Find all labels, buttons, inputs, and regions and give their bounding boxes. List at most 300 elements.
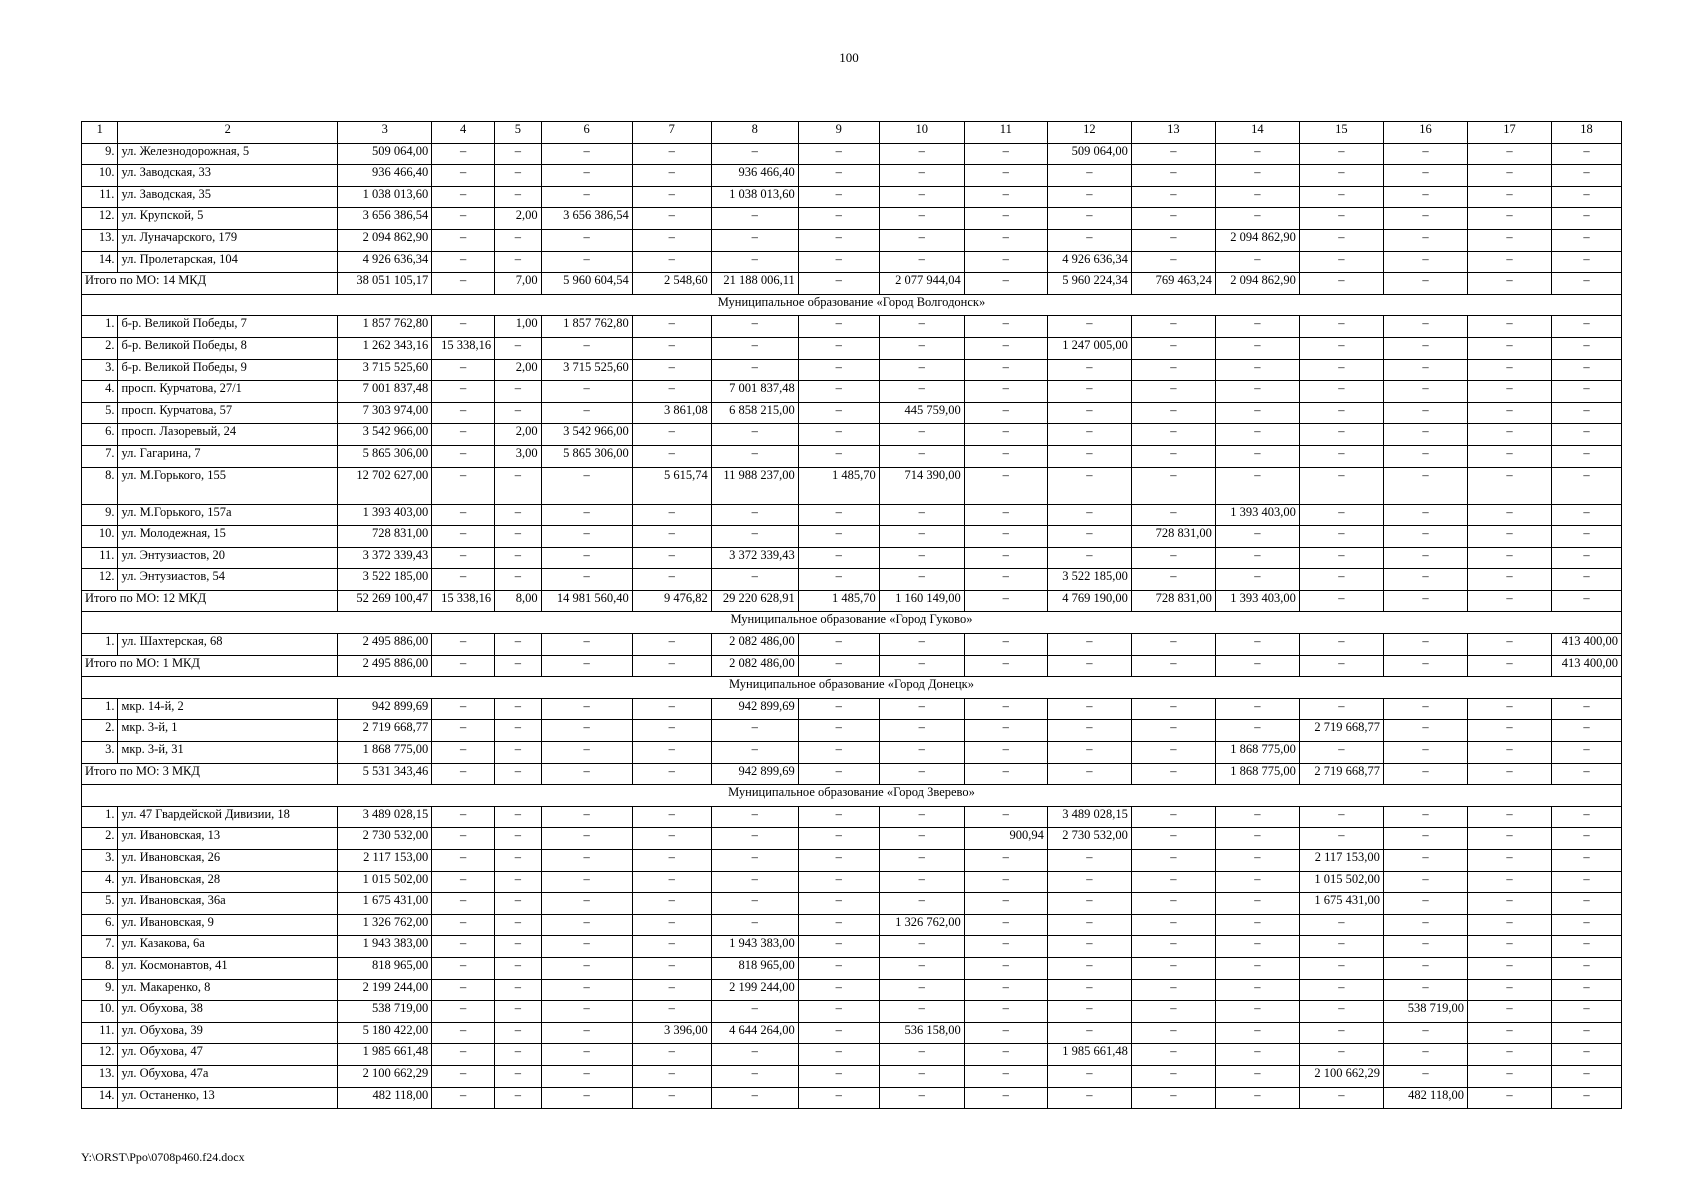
value-cell: – [798,569,879,591]
value-cell: – [1552,165,1622,187]
value-cell: 1 247 005,00 [1047,337,1131,359]
column-header: 12 [1047,122,1131,144]
address-cell: ул. М.Горького, 155 [118,467,338,504]
value-cell: – [541,1001,632,1023]
value-cell: – [495,893,542,915]
value-cell: 1 393 403,00 [338,504,432,526]
value-cell: – [1467,806,1551,828]
value-cell: 942 899,69 [711,698,798,720]
value-cell: – [711,720,798,742]
value-cell: 1 868 775,00 [1215,742,1299,764]
value-cell: – [798,143,879,165]
value-cell: – [798,504,879,526]
value-cell: 3 372 339,43 [338,547,432,569]
value-cell: – [1215,316,1299,338]
value-cell: – [632,957,711,979]
value-cell: 3 542 966,00 [541,424,632,446]
value-cell: – [798,828,879,850]
value-cell: – [879,893,964,915]
value-cell: – [541,806,632,828]
value-cell: – [432,569,495,591]
value-cell: 1 868 775,00 [338,742,432,764]
value-cell: – [964,763,1047,785]
value-cell: 1 485,70 [798,467,879,504]
column-header: 18 [1552,122,1622,144]
value-cell: – [711,893,798,915]
value-cell: 1 857 762,80 [338,316,432,338]
value-cell: 445 759,00 [879,402,964,424]
value-cell: – [1131,698,1215,720]
row-number: 4. [82,381,118,403]
value-cell: – [1131,208,1215,230]
value-cell: – [1131,445,1215,467]
table-row [82,698,1622,720]
value-cell: 728 831,00 [338,526,432,548]
value-cell: – [1467,655,1551,677]
address-cell: ул. Ивановская, 28 [118,871,338,893]
value-cell: – [432,381,495,403]
table-row [82,208,1622,230]
value-cell: – [1552,381,1622,403]
address-cell: ул. Ивановская, 9 [118,914,338,936]
value-cell: 38 051 105,17 [338,273,432,295]
value-cell: – [1215,165,1299,187]
value-cell: – [632,850,711,872]
value-cell: – [879,655,964,677]
value-cell: – [1215,1044,1299,1066]
value-cell: – [495,1022,542,1044]
value-cell: 2,00 [495,424,542,446]
value-cell: – [1047,445,1131,467]
value-cell: – [1047,186,1131,208]
value-cell: – [879,381,964,403]
value-cell: – [798,251,879,273]
row-number: 14. [82,251,118,273]
value-cell: – [432,914,495,936]
value-cell: – [495,1044,542,1066]
value-cell: – [1215,698,1299,720]
value-cell: – [798,1001,879,1023]
row-number: 5. [82,402,118,424]
value-cell: – [1467,893,1551,915]
table-row [82,1044,1622,1066]
value-cell: – [1383,359,1467,381]
value-cell: 5 960 224,34 [1047,273,1131,295]
value-cell: – [541,698,632,720]
address-cell: б-р. Великой Победы, 7 [118,316,338,338]
value-cell: 3 489 028,15 [338,806,432,828]
value-cell: – [632,445,711,467]
value-cell: – [1467,850,1551,872]
value-cell: – [495,402,542,424]
value-cell: – [1552,424,1622,446]
value-cell: – [1552,763,1622,785]
value-cell: – [1467,1001,1551,1023]
value-cell: – [1552,402,1622,424]
value-cell: 1 985 661,48 [1047,1044,1131,1066]
value-cell: – [1467,381,1551,403]
value-cell: – [1467,229,1551,251]
value-cell: – [495,763,542,785]
value-cell: – [632,337,711,359]
value-cell: – [798,424,879,446]
address-cell: просп. Курчатова, 57 [118,402,338,424]
value-cell: – [1552,720,1622,742]
value-cell: 1 485,70 [798,590,879,612]
value-cell: – [711,742,798,764]
value-cell: – [1299,337,1383,359]
value-cell: – [1383,1065,1467,1087]
column-header: 8 [711,122,798,144]
value-cell: – [1383,251,1467,273]
value-cell: – [541,742,632,764]
table-row [82,547,1622,569]
address-cell: б-р. Великой Победы, 8 [118,337,338,359]
value-cell: – [495,979,542,1001]
value-cell: – [879,742,964,764]
value-cell: – [632,359,711,381]
value-cell: – [1131,316,1215,338]
total-row [82,273,1622,295]
value-cell: – [432,634,495,656]
value-cell: – [1467,424,1551,446]
value-cell: – [711,1065,798,1087]
table-row [82,720,1622,742]
value-cell: – [495,871,542,893]
value-cell: 7 303 974,00 [338,402,432,424]
value-cell: – [964,957,1047,979]
value-cell: – [1131,1087,1215,1109]
value-cell: – [495,936,542,958]
address-cell: ул. Космонавтов, 41 [118,957,338,979]
value-cell: – [964,655,1047,677]
value-cell: – [1131,720,1215,742]
value-cell: – [1467,445,1551,467]
value-cell: – [632,381,711,403]
value-cell: – [1047,504,1131,526]
value-cell: – [1131,467,1215,504]
value-cell: – [1047,547,1131,569]
value-cell: – [1552,208,1622,230]
value-cell: – [1131,1022,1215,1044]
value-cell: – [495,186,542,208]
row-number: 8. [82,467,118,504]
table-row [82,871,1622,893]
value-cell: – [541,1022,632,1044]
value-cell: – [1299,979,1383,1001]
value-cell: 1 943 383,00 [338,936,432,958]
value-cell: – [432,165,495,187]
value-cell: – [432,655,495,677]
address-cell: ул. Энтузиастов, 20 [118,547,338,569]
value-cell: – [1299,208,1383,230]
value-cell: – [1131,402,1215,424]
value-cell: – [964,316,1047,338]
value-cell: – [1467,316,1551,338]
value-cell: 2 730 532,00 [1047,828,1131,850]
value-cell: – [1299,1001,1383,1023]
value-cell: – [964,698,1047,720]
value-cell: 2 548,60 [632,273,711,295]
value-cell: – [632,143,711,165]
value-cell: – [541,957,632,979]
value-cell: 9 476,82 [632,590,711,612]
value-cell: – [1299,273,1383,295]
page-number: 100 [839,50,859,65]
value-cell: – [964,1065,1047,1087]
table-row [82,337,1622,359]
value-cell: – [432,871,495,893]
value-cell: – [798,381,879,403]
value-cell: – [1215,381,1299,403]
value-cell: – [541,914,632,936]
value-cell: – [879,1065,964,1087]
value-cell: 2 199 244,00 [711,979,798,1001]
value-cell: – [495,957,542,979]
value-cell: – [1383,850,1467,872]
value-cell: – [879,957,964,979]
value-cell: – [1131,337,1215,359]
value-cell: – [1299,1087,1383,1109]
value-cell: – [1215,806,1299,828]
column-header: 3 [338,122,432,144]
value-cell: – [1467,208,1551,230]
value-cell: 818 965,00 [338,957,432,979]
value-cell: – [1131,1065,1215,1087]
value-cell: – [1047,634,1131,656]
value-cell: – [1047,720,1131,742]
value-cell: 5 531 343,46 [338,763,432,785]
value-cell: – [879,871,964,893]
value-cell: – [1467,569,1551,591]
value-cell: – [798,547,879,569]
value-cell: – [541,1087,632,1109]
section-title: Муниципальное образование «Город Волгодонск» [82,294,1622,316]
row-number: 11. [82,547,118,569]
value-cell: – [1299,504,1383,526]
value-cell: – [1215,871,1299,893]
value-cell: – [879,165,964,187]
value-cell: – [432,806,495,828]
value-cell: – [879,828,964,850]
value-cell: – [1383,208,1467,230]
value-cell: – [1299,569,1383,591]
value-cell: 936 466,40 [711,165,798,187]
value-cell: – [1552,143,1622,165]
value-cell: – [541,763,632,785]
table-header-row [82,122,1622,144]
footer-file-path: Y:\ORST\Ppo\0708p460.f24.docx [81,1150,245,1164]
value-cell: – [1047,1087,1131,1109]
value-cell: – [1047,1001,1131,1023]
value-cell: – [1299,1044,1383,1066]
value-cell: – [1131,547,1215,569]
value-cell: 1 326 762,00 [338,914,432,936]
table-row [82,936,1622,958]
value-cell: – [1299,957,1383,979]
value-cell: – [798,186,879,208]
value-cell: – [711,445,798,467]
value-cell: 1 393 403,00 [1215,504,1299,526]
table-row [82,1065,1622,1087]
value-cell: – [1215,1022,1299,1044]
value-cell: – [1047,316,1131,338]
value-cell: 2 495 886,00 [338,655,432,677]
value-cell: – [1047,850,1131,872]
value-cell: – [964,165,1047,187]
value-cell: – [1467,251,1551,273]
row-number: 1. [82,806,118,828]
value-cell: 4 926 636,34 [1047,251,1131,273]
value-cell: – [1383,590,1467,612]
value-cell: – [1131,1044,1215,1066]
value-cell: – [1467,1044,1551,1066]
value-cell: – [1552,914,1622,936]
value-cell: 2 117 153,00 [1299,850,1383,872]
table-row [82,806,1622,828]
value-cell: – [1467,165,1551,187]
value-cell: – [1383,957,1467,979]
total-row [82,655,1622,677]
value-cell: – [879,143,964,165]
value-cell: – [964,936,1047,958]
value-cell: – [1047,957,1131,979]
value-cell: – [432,229,495,251]
value-cell: – [964,208,1047,230]
value-cell: – [432,251,495,273]
value-cell: – [1552,850,1622,872]
value-cell: – [711,806,798,828]
value-cell: – [1047,381,1131,403]
row-number: 6. [82,424,118,446]
table-row [82,914,1622,936]
value-cell: 6 858 215,00 [711,402,798,424]
value-cell: – [964,979,1047,1001]
address-cell: ул. Заводская, 33 [118,165,338,187]
value-cell: – [495,569,542,591]
table-row [82,850,1622,872]
value-cell: – [798,316,879,338]
table-row [82,979,1622,1001]
value-cell: – [1299,165,1383,187]
value-cell: 3 656 386,54 [338,208,432,230]
value-cell: 2 094 862,90 [338,229,432,251]
value-cell: – [879,424,964,446]
total-row [82,590,1622,612]
value-cell: – [632,186,711,208]
value-cell: 3 489 028,15 [1047,806,1131,828]
value-cell: – [1047,229,1131,251]
value-cell: – [798,806,879,828]
value-cell: – [798,850,879,872]
value-cell: – [1467,763,1551,785]
value-cell: – [432,402,495,424]
value-cell: – [432,526,495,548]
value-cell: – [541,467,632,504]
value-cell: – [798,526,879,548]
value-cell: – [1467,698,1551,720]
value-cell: – [541,526,632,548]
value-cell: – [1383,143,1467,165]
value-cell: – [1131,634,1215,656]
table-row [82,424,1622,446]
table-row [82,828,1622,850]
table-row [82,316,1622,338]
value-cell: – [1383,547,1467,569]
value-cell: – [1299,424,1383,446]
value-cell: – [1299,914,1383,936]
value-cell: – [1467,337,1551,359]
value-cell: – [1131,742,1215,764]
value-cell: 942 899,69 [338,698,432,720]
table-row [82,445,1622,467]
value-cell: – [1552,893,1622,915]
value-cell: – [964,402,1047,424]
column-header: 9 [798,122,879,144]
row-number: 2. [82,720,118,742]
value-cell: – [541,871,632,893]
value-cell: – [711,871,798,893]
value-cell: 3 715 525,60 [541,359,632,381]
value-cell: – [432,143,495,165]
value-cell: – [632,1087,711,1109]
value-cell: – [1047,424,1131,446]
value-cell: – [632,720,711,742]
value-cell: – [964,1044,1047,1066]
value-cell: – [632,893,711,915]
value-cell: 11 988 237,00 [711,467,798,504]
value-cell: 1 985 661,48 [338,1044,432,1066]
value-cell: – [1552,467,1622,504]
table-row [82,569,1622,591]
value-cell: 12 702 627,00 [338,467,432,504]
value-cell: – [1299,381,1383,403]
value-cell: – [964,871,1047,893]
data-table [81,121,1622,1109]
address-cell: ул. Ивановская, 13 [118,828,338,850]
value-cell: – [1299,742,1383,764]
value-cell: – [879,186,964,208]
value-cell: – [632,1001,711,1023]
value-cell: – [879,504,964,526]
value-cell: – [1131,806,1215,828]
value-cell: – [964,143,1047,165]
value-cell: – [632,828,711,850]
value-cell: – [798,1044,879,1066]
value-cell: – [495,547,542,569]
value-cell: 3 861,08 [632,402,711,424]
value-cell: – [1467,914,1551,936]
value-cell: – [1467,957,1551,979]
column-header: 7 [632,122,711,144]
value-cell: – [1131,655,1215,677]
value-cell: 2,00 [495,359,542,381]
value-cell: – [432,445,495,467]
value-cell: – [711,526,798,548]
value-cell: – [495,1001,542,1023]
value-cell: – [964,251,1047,273]
value-cell: – [1383,936,1467,958]
value-cell: 2 495 886,00 [338,634,432,656]
value-cell: – [1383,467,1467,504]
value-cell: – [879,763,964,785]
table-row [82,251,1622,273]
value-cell: – [798,893,879,915]
value-cell: – [964,186,1047,208]
value-cell: – [1299,1022,1383,1044]
value-cell: – [1552,316,1622,338]
value-cell: – [632,936,711,958]
